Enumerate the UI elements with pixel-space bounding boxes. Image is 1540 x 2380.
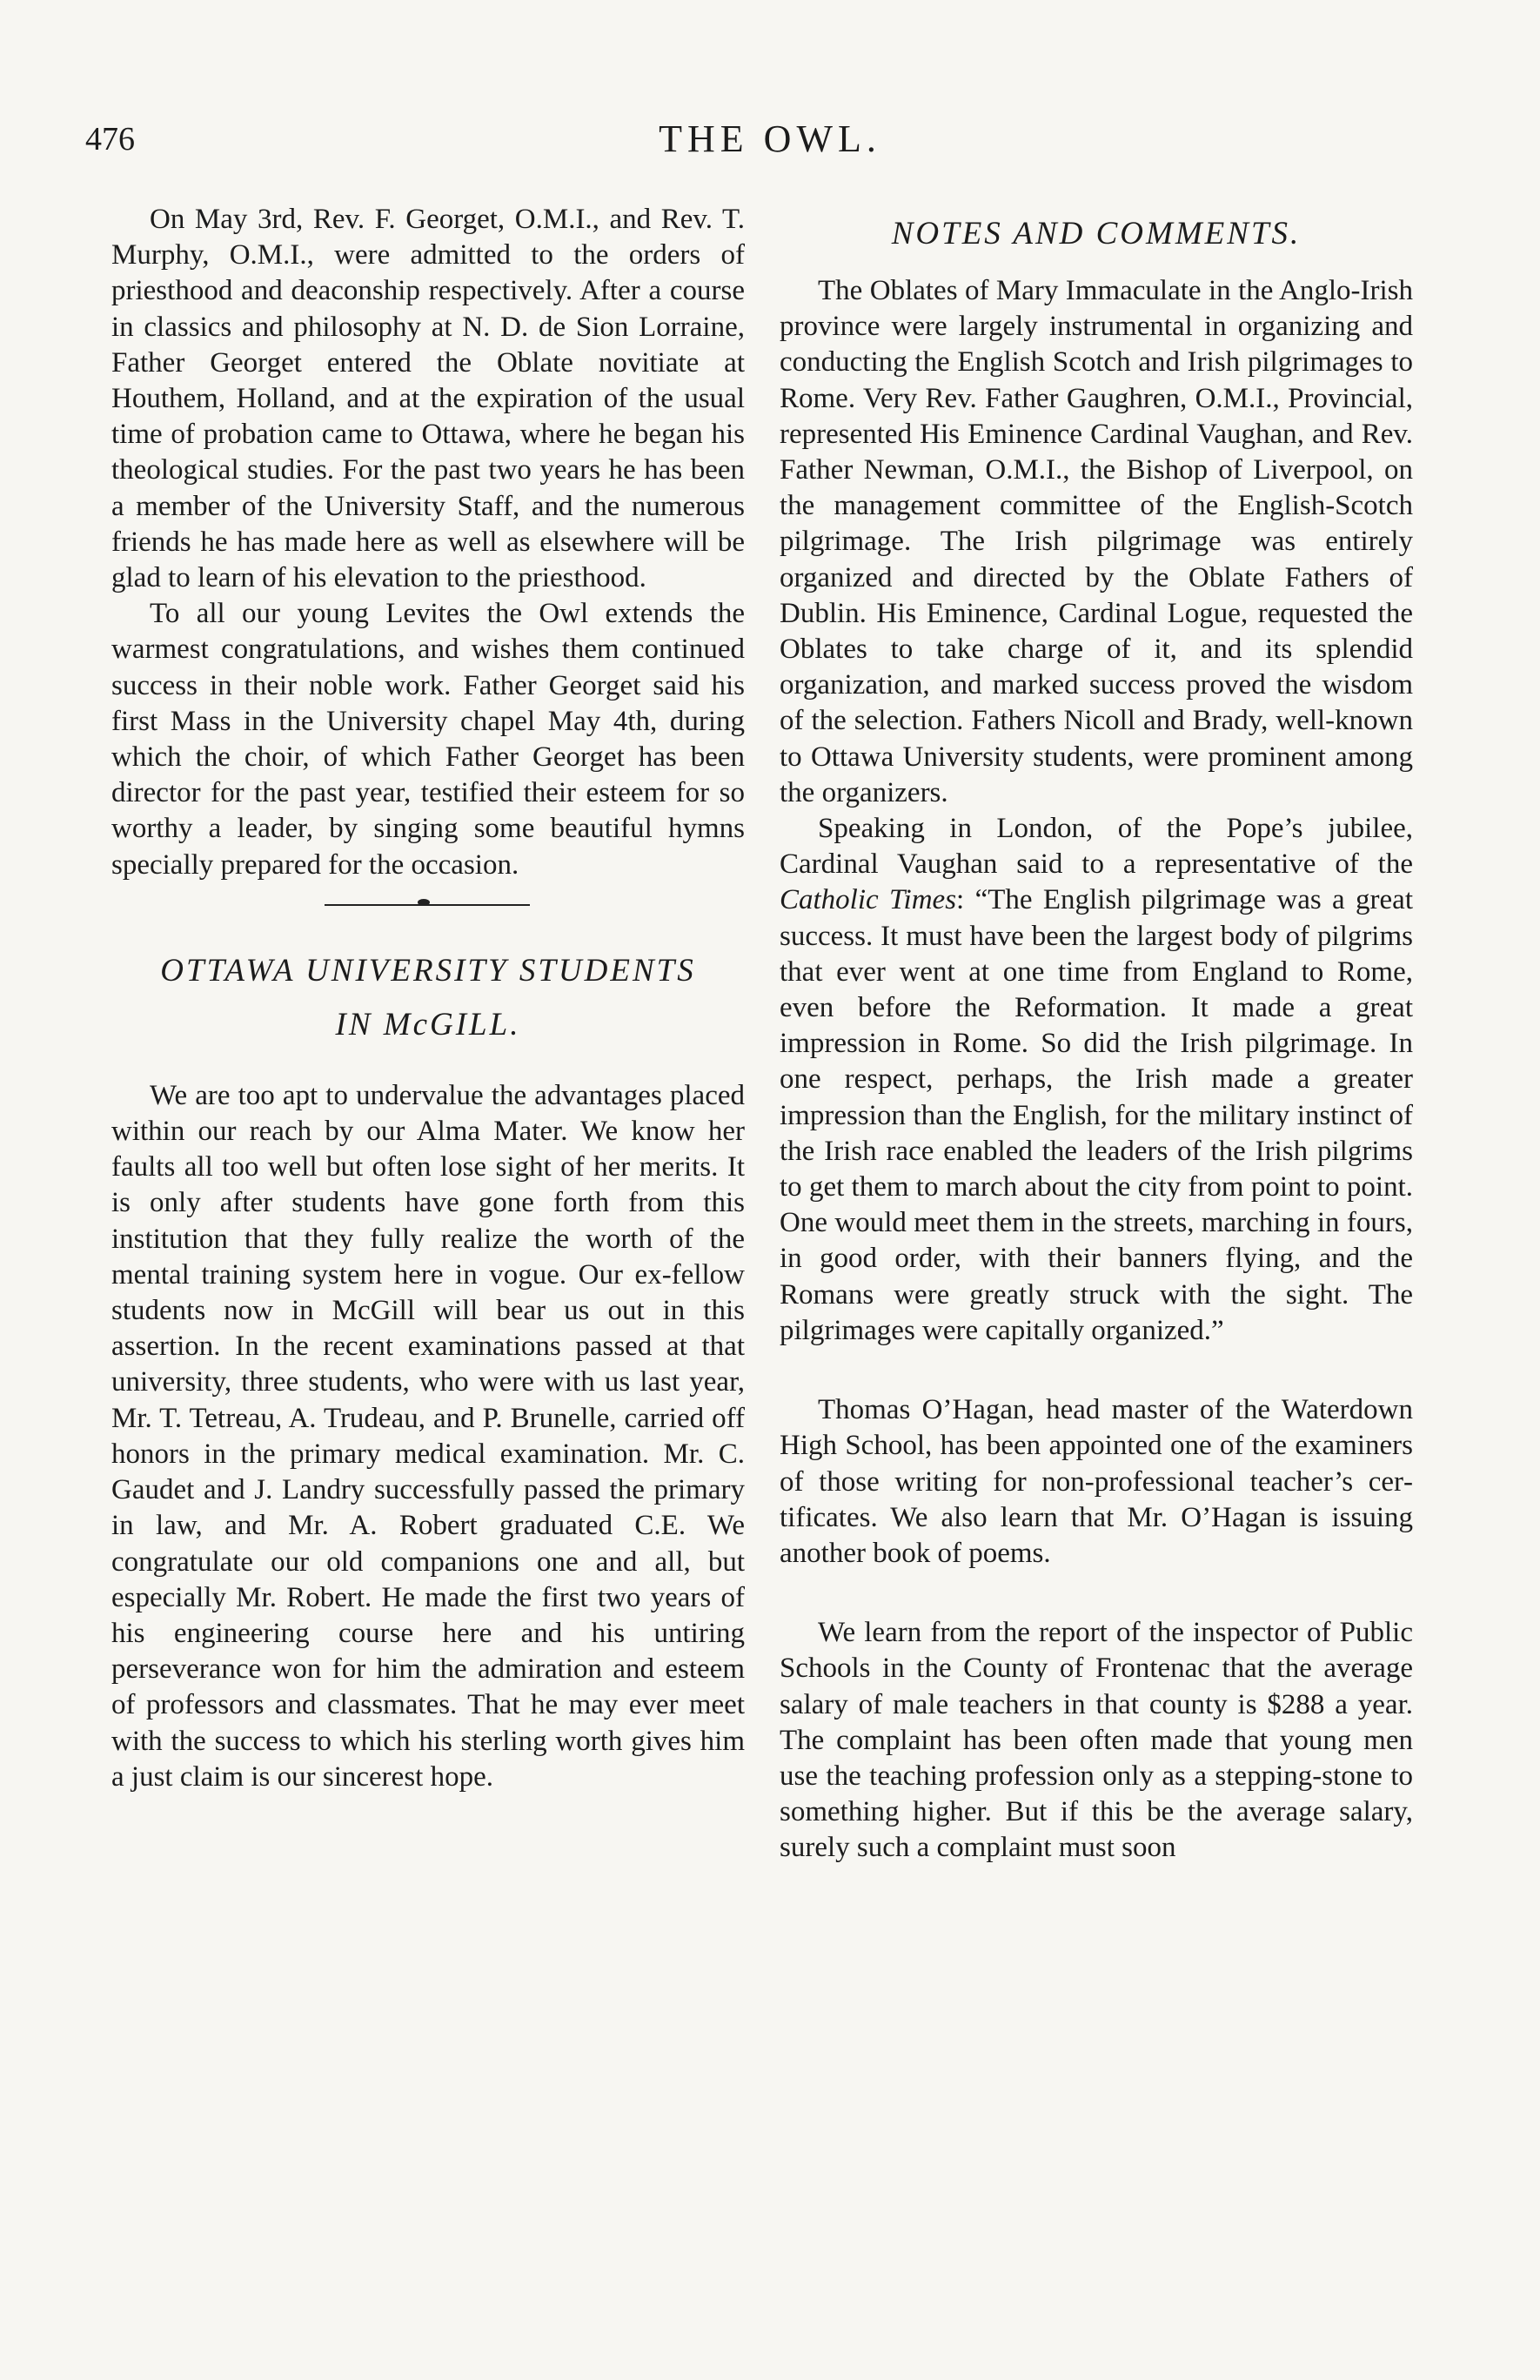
catholic-times-title: Catholic Times xyxy=(780,884,957,916)
page-number: 476 xyxy=(85,121,135,158)
mcgill-paragraph: We are too apt to undervalue the advantages placed within our reach by our Alma Mater. We know her faults all too well but often lose sight of her merits. It is only after students have gone forth from this institution that they fully realize the worth of the mental training system here in vogue. Our ex-fellow students now in McGill will bear us out in this assertion. In the recent examinations passed at that university, three students, who were with us last year, Mr. T. Tetreau, A. Trudeau, and P. Brunelle, carried off honors in the primary medical examination. Mr. C. Gaudet and J. Landry successfully passed the primary in law, and Mr. A. Robert graduated C.E. We congratulate our old companions one and all, but especially Mr. Robert. He made the first two years of his engineering course here and his untiring perseverance won for him the admiration and esteem of professors and classmates. That he may ever meet with the success to which his sterling worth gives him a just claim is our sincerest hope. xyxy=(111,1079,745,1793)
ordination-paragraph: On May 3rd, Rev. F. Georget, O.M.I., and Rev. T. Murphy, O.M.I., were admitted to the orders of priesthood and deaconship respectively. After a course in classics and philosophy at N. D. de Sion Lorraine, Father Georget entered the Oblate novitiate at Houthem, Holland, and at the expiration of the usual time of probation came to Ottawa, where he began his theological studies. For the past two years he has been a member of the University Staff, and the numerous friends he has made here as well as elsewhere will be glad to learn of his elevation to the priesthood. xyxy=(111,204,745,594)
ohagan-paragraph: Thomas O’Hagan, head master of the Waterdown High School, has been appointed one of the examiners of those writing for non-professional teacher’s certificates. We also learn that Mr. O’Hagan is issuing another book of poems. xyxy=(780,1394,1413,1569)
vaughan-text-end: : “The English pilgrimage was a great success. It must have been the largest body of pilgrims that ever went at one time from England to Rome, even before the Reformation. It made a great impression in Rome. So did the Irish pilgrimage. In one respect, perhaps, the Irish made a greater impression than the English, for the military instinct of the Irish race enabled the leaders of the Irish pilgrims to get them to march about the city from point to point. One would meet them in the streets, marching in fours, in good order, with their banners flying, and the Romans were greatly struck with the sight. The pilgrimages were capitally organized.” xyxy=(780,884,1413,1346)
vaughan-text-start: Speaking in London, of the Pope’s jubilee, Cardinal Vaughan said to a representative of the xyxy=(780,813,1413,881)
congratulations-paragraph: To all our young Levites the Owl extends the warmest congratulations, and wishes them continued success in their noble work. Father Georget said his first Mass in the University chapel May 4th, during which the choir, of which Father Georget has been director for the past year, testified their esteem for so worthy a leader, by singing some beautiful hymns specially prepared for the occasion. xyxy=(111,598,745,881)
right-column xyxy=(780,202,1413,1867)
section-divider xyxy=(111,883,745,944)
frontenac-paragraph: We learn from the report of the inspector of Public Schools in the County of Frontenac that the average salary of male teachers in that county is $288 a year. The complaint has been often made that young men use the teaching profession only as a stepping-stone to something higher. But if this be the average salary, surely such a complaint must soon xyxy=(780,1617,1413,1864)
mcgill-heading-line2: IN McGILL. xyxy=(335,1006,521,1043)
mcgill-heading-line1: OTTAWA UNIVERSITY STUDENTS xyxy=(160,952,696,989)
running-title: THE OWL. xyxy=(659,117,881,160)
oblates-paragraph: The Oblates of Mary Immaculate in the Anglo-Irish province were largely instrumental in organizing and conducting the English Scotch and Irish pilgrimages to Rome. Very Rev. Father Gaughren, O.M.I., Provincial, represented His Eminence Cardinal Vaughan, and Rev. Father Newman, O.M.I., the Bishop of Liverpool, on the management committee of the English-Scotch pilgrimage. The Irish pilgrimage was entirely organized and directed by the Oblate Fathers of Dublin. His Eminence, Cardinal Logue, requested the Oblates to take charge of it, and its splendid organization, and marked success proved the wisdom of the selection. Fathers Nicoll and Brady, well-known to Ottawa University students, were prominent among the organizers. xyxy=(780,275,1413,808)
left-column xyxy=(111,202,745,1795)
vaughan-paragraph xyxy=(780,811,1413,1349)
notes-heading: NOTES AND COMMENTS. xyxy=(891,216,1302,251)
